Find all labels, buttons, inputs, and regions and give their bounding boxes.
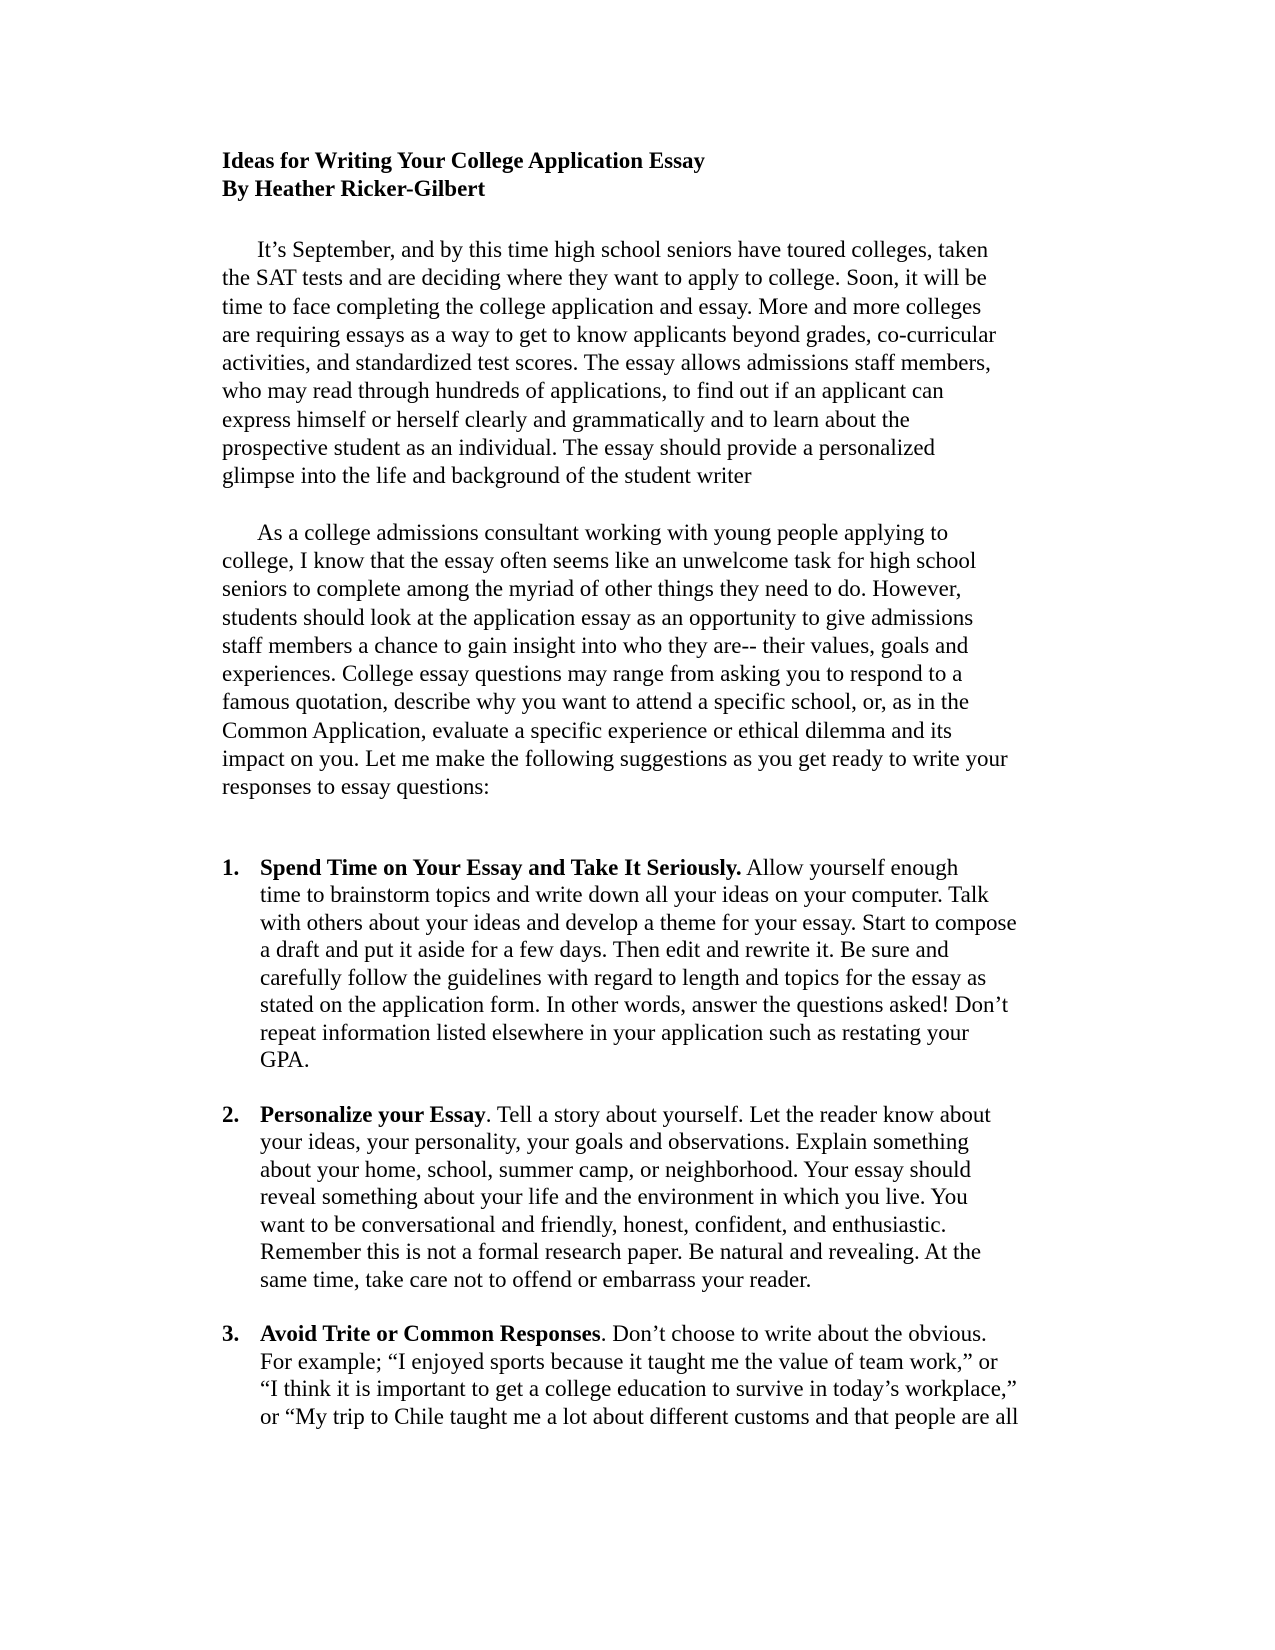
list-item-line: a draft and put it aside for a few days. Then edit and rewrite it. Be sure and — [260, 937, 949, 963]
list-item-line: reveal something about your life and the environment in which you live. You — [260, 1184, 968, 1210]
paragraph-line: students should look at the application essay as an opportunity to give admissions — [222, 604, 974, 630]
paragraph-line: impact on you. Let me make the following suggestions as you get ready to write your — [222, 746, 1008, 772]
list-item-line: with others about your ideas and develop a theme for your essay. Start to compose — [260, 909, 1017, 935]
paragraph-line: time to face completing the college application and essay. More and more colleges — [222, 293, 982, 319]
list-item-line: stated on the application form. In other words, answer the questions asked! Don’t — [260, 992, 1009, 1018]
list-item — [222, 1320, 1082, 1430]
title-block — [222, 147, 1082, 203]
paragraph-line: college, I know that the essay often seems like an unwelcome task for high school — [222, 547, 977, 573]
paragraph-line: seniors to complete among the myriad of other things they need to do. However, — [222, 576, 962, 602]
list-item-text: . Tell a story about yourself. Let the reader know about — [485, 1101, 991, 1127]
paragraph-line: who may read through hundreds of applications, to find out if an applicant can — [222, 378, 944, 404]
list-item-number: 3. — [222, 1321, 240, 1347]
list-item-line: about your home, school, summer camp, or neighborhood. Your essay should — [260, 1156, 972, 1182]
paragraph-line: It’s September, and by this time high school seniors have toured colleges, taken — [257, 237, 989, 262]
paragraph-line: famous quotation, describe why you want to attend a specific school, or, as in the — [222, 689, 970, 715]
list-item-number: 2. — [222, 1101, 240, 1127]
list-item-line: your ideas, your personality, your goals and observations. Explain something — [260, 1129, 969, 1155]
paragraph-line: activities, and standardized test scores. The essay allows admissions staff members, — [222, 350, 991, 376]
list-item-line: carefully follow the guidelines with regard to length and topics for the essay as — [260, 964, 987, 990]
list-item-heading: Avoid Trite or Common Responses — [260, 1321, 601, 1347]
paragraph-line: are requiring essays as a way to get to know applicants beyond grades, co-curricular — [222, 321, 997, 347]
list-item — [222, 1101, 1082, 1294]
list-item-line: GPA. — [260, 1047, 310, 1073]
document-title: Ideas for Writing Your College Application Essay — [222, 148, 706, 173]
paragraph-consultant — [222, 519, 1082, 802]
list-item — [222, 854, 1082, 1074]
list-item-line: or “My trip to Chile taught me a lot about different customs and that people are all — [260, 1403, 1019, 1429]
byline: By Heather Ricker-Gilbert — [222, 176, 486, 201]
list-item-line — [260, 1320, 1082, 1348]
paragraph-intro — [222, 236, 1082, 491]
list-item-line — [260, 854, 1082, 882]
list-item-text: Allow yourself enough — [741, 854, 959, 880]
paragraph-line: glimpse into the life and background of the student writer — [222, 463, 752, 489]
list-item-line: same time, take care not to offend or embarrass your reader. — [260, 1266, 812, 1292]
paragraph-line: Common Application, evaluate a specific experience or ethical dilemma and its — [222, 717, 952, 743]
list-item-line: Remember this is not a formal research paper. Be natural and revealing. At the — [260, 1239, 982, 1265]
paragraph-line: responses to essay questions: — [222, 774, 490, 800]
paragraph-line: the SAT tests and are deciding where they want to apply to college. Soon, it will be — [222, 265, 987, 291]
list-item-heading: Spend Time on Your Essay and Take It Seriously. — [260, 854, 742, 880]
list-item-line: want to be conversational and friendly, honest, confident, and enthusiastic. — [260, 1211, 947, 1237]
paragraph-line: express himself or herself clearly and grammatically and to learn about the — [222, 406, 910, 432]
list-item-line — [260, 1101, 1082, 1129]
paragraph-line: prospective student as an individual. The essay should provide a personalized — [222, 435, 936, 461]
document-page — [222, 147, 1082, 1430]
list-item-line: “I think it is important to get a college education to survive in today’s workplace,” — [260, 1376, 1017, 1402]
paragraph-line: experiences. College essay questions may range from asking you to respond to a — [222, 661, 963, 687]
list-item-line: time to brainstorm topics and write down all your ideas on your computer. Talk — [260, 882, 989, 908]
suggestions-list — [222, 854, 1082, 1431]
list-item-number: 1. — [222, 854, 240, 880]
list-item-heading: Personalize your Essay — [260, 1101, 486, 1127]
paragraph-line: As a college admissions consultant working with young people applying to — [257, 519, 949, 545]
list-item-line: For example; “I enjoyed sports because it taught me the value of team work,” or — [260, 1348, 998, 1374]
list-item-text: . Don’t choose to write about the obvious. — [600, 1321, 987, 1347]
paragraph-line: staff members a chance to gain insight into who they are-- their values, goals and — [222, 632, 969, 658]
list-item-line: repeat information listed elsewhere in your application such as restating your — [260, 1019, 969, 1045]
